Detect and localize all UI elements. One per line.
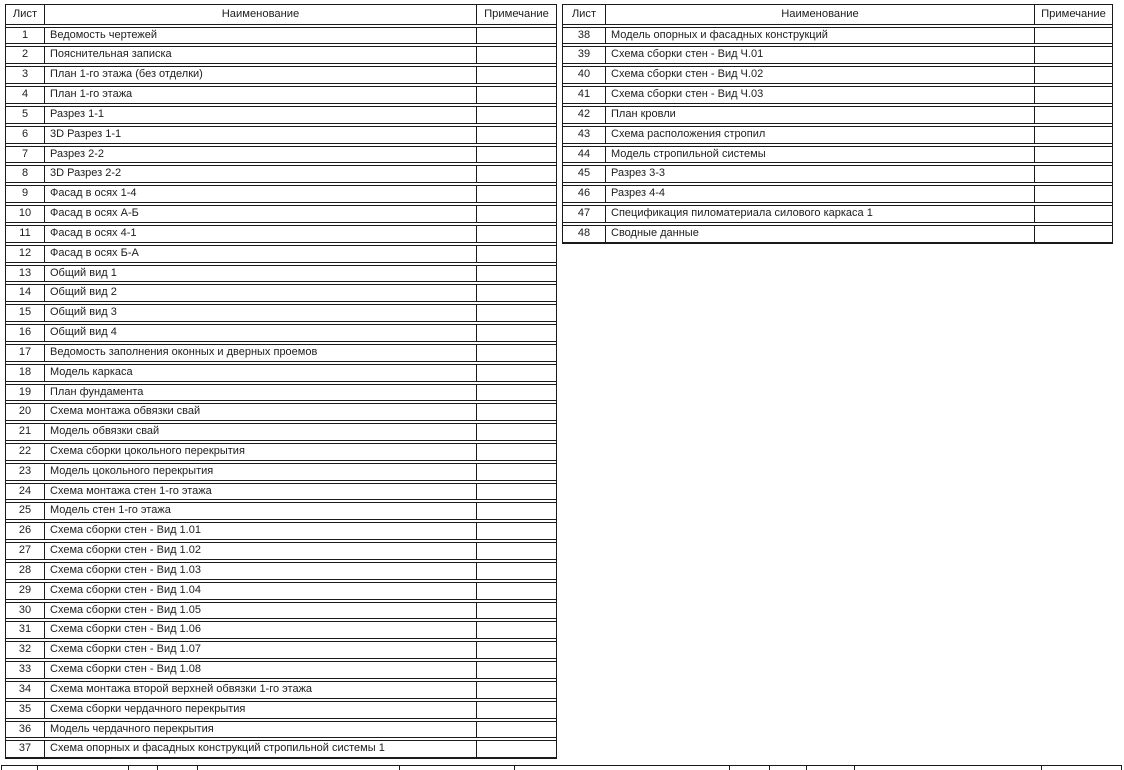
sheet-number-cell: 33 bbox=[6, 662, 45, 678]
note-cell bbox=[477, 305, 556, 321]
note-cell bbox=[477, 127, 556, 143]
sheet-name-cell: Общий вид 4 bbox=[45, 325, 477, 341]
note-cell bbox=[477, 186, 556, 202]
sheet-number-cell: 9 bbox=[6, 186, 45, 202]
sheet-name-cell: Схема сборки стен - Вид 1.07 bbox=[45, 642, 477, 658]
sheet-name-cell: Модель цокольного перекрытия bbox=[45, 464, 477, 480]
column-header-name: Наименование bbox=[606, 5, 1035, 24]
sheet-name-cell: Модель каркаса bbox=[45, 365, 477, 381]
sheet-name-cell: План 1-го этажа bbox=[45, 87, 477, 103]
table-row bbox=[6, 641, 556, 659]
table-row bbox=[563, 66, 1112, 84]
table-row bbox=[563, 126, 1112, 144]
drawing-register-table-left bbox=[5, 4, 557, 759]
note-cell bbox=[1035, 47, 1112, 63]
sheet-number-cell: 45 bbox=[563, 166, 606, 182]
table-row bbox=[6, 463, 556, 481]
sheet-number-cell: 40 bbox=[563, 67, 606, 83]
table-row bbox=[6, 403, 556, 421]
sheet-name-cell: План 1-го этажа (без отделки) bbox=[45, 67, 477, 83]
table-row bbox=[6, 542, 556, 560]
table-body bbox=[6, 27, 556, 759]
table-row bbox=[6, 721, 556, 739]
note-cell bbox=[477, 385, 556, 401]
table-row bbox=[6, 185, 556, 203]
table-row bbox=[6, 384, 556, 402]
sheet-name-cell: 3D Разрез 2-2 bbox=[45, 166, 477, 182]
sheet-name-cell: Фасад в осях Б-А bbox=[45, 246, 477, 262]
note-cell bbox=[477, 543, 556, 559]
note-cell bbox=[1035, 87, 1112, 103]
table-row bbox=[563, 185, 1112, 203]
sheet-number-cell: 15 bbox=[6, 305, 45, 321]
note-cell bbox=[477, 206, 556, 222]
note-cell bbox=[1035, 186, 1112, 202]
sheet-number-cell: 28 bbox=[6, 563, 45, 579]
table-row bbox=[6, 364, 556, 382]
sheet-number-cell: 48 bbox=[563, 226, 606, 242]
note-cell bbox=[477, 444, 556, 460]
sheet-name-cell: Схема сборки стен - Вид 1.01 bbox=[45, 523, 477, 539]
note-cell bbox=[1035, 147, 1112, 163]
sheet-name-cell: Ведомость заполнения оконных и дверных проемов bbox=[45, 345, 477, 361]
note-cell bbox=[477, 583, 556, 599]
sheet-number-cell: 24 bbox=[6, 484, 45, 500]
sheet-number-cell: 17 bbox=[6, 345, 45, 361]
note-cell bbox=[1035, 67, 1112, 83]
sheet-name-cell: Модель стропильной системы bbox=[606, 147, 1035, 163]
note-cell bbox=[477, 503, 556, 519]
table-row bbox=[6, 344, 556, 362]
table-row bbox=[563, 146, 1112, 164]
note-cell bbox=[477, 166, 556, 182]
sheet-number-cell: 14 bbox=[6, 285, 45, 301]
sheet-name-cell: Фасад в осях А-Б bbox=[45, 206, 477, 222]
sheet-number-cell: 6 bbox=[6, 127, 45, 143]
sheet-name-cell: Схема сборки цокольного перекрытия bbox=[45, 444, 477, 460]
note-cell bbox=[477, 603, 556, 619]
sheet-name-cell: Модель опорных и фасадных конструкций bbox=[606, 28, 1035, 44]
sheet-number-cell: 4 bbox=[6, 87, 45, 103]
sheet-number-cell: 7 bbox=[6, 147, 45, 163]
table-row bbox=[6, 502, 556, 520]
sheet-name-cell: План кровли bbox=[606, 107, 1035, 123]
sheet-name-cell: Разрез 1-1 bbox=[45, 107, 477, 123]
note-cell bbox=[477, 285, 556, 301]
sheet-name-cell: Схема сборки стен - Вид 1.02 bbox=[45, 543, 477, 559]
sheet-name-cell: Фасад в осях 4-1 bbox=[45, 226, 477, 242]
note-cell bbox=[477, 47, 556, 63]
table-row bbox=[563, 46, 1112, 64]
sheet-number-cell: 44 bbox=[563, 147, 606, 163]
sheet-name-cell: Схема сборки стен - Вид 1.06 bbox=[45, 622, 477, 638]
sheet-name-cell: Схема сборки стен - Вид Ч.02 bbox=[606, 67, 1035, 83]
sheet-name-cell: Общий вид 2 bbox=[45, 285, 477, 301]
note-cell bbox=[477, 722, 556, 738]
sheet-name-cell: Схема сборки стен - Вид 1.03 bbox=[45, 563, 477, 579]
sheet-name-cell: Ведомость чертежей bbox=[45, 28, 477, 44]
note-cell bbox=[477, 67, 556, 83]
note-cell bbox=[1035, 127, 1112, 143]
sheet-number-cell: 19 bbox=[6, 385, 45, 401]
table-body bbox=[563, 27, 1112, 243]
table-row bbox=[6, 324, 556, 342]
sheet-number-cell: 32 bbox=[6, 642, 45, 658]
note-cell bbox=[477, 702, 556, 718]
note-cell bbox=[477, 147, 556, 163]
sheet-number-cell: 16 bbox=[6, 325, 45, 341]
table-row bbox=[563, 205, 1112, 223]
sheet-number-cell: 39 bbox=[563, 47, 606, 63]
column-header-name: Наименование bbox=[45, 5, 477, 24]
note-cell bbox=[477, 404, 556, 420]
table-row bbox=[563, 106, 1112, 124]
sheet-number-cell: 23 bbox=[6, 464, 45, 480]
note-cell bbox=[1035, 28, 1112, 44]
sheet-name-cell: Разрез 2-2 bbox=[45, 147, 477, 163]
note-cell bbox=[477, 424, 556, 440]
table-row bbox=[6, 265, 556, 283]
note-cell bbox=[1035, 226, 1112, 242]
column-header-note: Примечание bbox=[1041, 8, 1106, 20]
sheet-number-cell: 37 bbox=[6, 741, 45, 757]
sheet-number-cell: 38 bbox=[563, 28, 606, 44]
table-row bbox=[6, 661, 556, 679]
sheet-number-cell: 42 bbox=[563, 107, 606, 123]
sheet-number-cell: 20 bbox=[6, 404, 45, 420]
table-row bbox=[6, 245, 556, 263]
note-cell bbox=[477, 484, 556, 500]
sheet-number-cell: 47 bbox=[563, 206, 606, 222]
sheet-number-cell: 12 bbox=[6, 246, 45, 262]
table-row bbox=[6, 284, 556, 302]
sheet-number-cell: 31 bbox=[6, 622, 45, 638]
table-row bbox=[563, 165, 1112, 183]
note-cell bbox=[477, 28, 556, 44]
table-row bbox=[6, 483, 556, 501]
note-cell bbox=[477, 563, 556, 579]
table-row bbox=[6, 165, 556, 183]
sheet-number-cell: 10 bbox=[6, 206, 45, 222]
table-header-row bbox=[563, 5, 1112, 25]
sheet-number-cell: 25 bbox=[6, 503, 45, 519]
sheet-name-cell: Модель обвязки свай bbox=[45, 424, 477, 440]
sheet-number-cell: 46 bbox=[563, 186, 606, 202]
note-cell bbox=[477, 266, 556, 282]
note-cell bbox=[477, 682, 556, 698]
note-cell bbox=[477, 107, 556, 123]
sheet-name-cell: 3D Разрез 1-1 bbox=[45, 127, 477, 143]
note-cell bbox=[477, 226, 556, 242]
sheet-number-cell: 13 bbox=[6, 266, 45, 282]
sheet-name-cell: Общий вид 1 bbox=[45, 266, 477, 282]
table-row bbox=[6, 602, 556, 620]
sheet-name-cell: Разрез 3-3 bbox=[606, 166, 1035, 182]
table-row bbox=[6, 681, 556, 699]
note-cell bbox=[477, 662, 556, 678]
note-cell bbox=[477, 365, 556, 381]
note-cell bbox=[477, 642, 556, 658]
note-cell bbox=[1035, 166, 1112, 182]
table-row bbox=[6, 106, 556, 124]
note-cell bbox=[477, 246, 556, 262]
sheet-name-cell: Схема сборки стен - Вид 1.05 bbox=[45, 603, 477, 619]
sheet-name-cell: Схема монтажа обвязки свай bbox=[45, 404, 477, 420]
sheet-name-cell: Модель чердачного перекрытия bbox=[45, 722, 477, 738]
sheet-name-cell: Схема сборки стен - Вид 1.04 bbox=[45, 583, 477, 599]
sheet-number-cell: 36 bbox=[6, 722, 45, 738]
sheet-name-cell: Схема сборки стен - Вид Ч.03 bbox=[606, 87, 1035, 103]
table-row bbox=[563, 27, 1112, 45]
note-cell bbox=[477, 87, 556, 103]
sheet-name-cell: Схема монтажа второй верхней обвязки 1-го этажа bbox=[45, 682, 477, 698]
table-row bbox=[6, 423, 556, 441]
sheet-number-cell: 22 bbox=[6, 444, 45, 460]
table-row bbox=[6, 562, 556, 580]
sheet-number-cell: 21 bbox=[6, 424, 45, 440]
column-header-note: Примечание bbox=[484, 8, 549, 20]
table-row bbox=[563, 225, 1112, 243]
table-row bbox=[563, 86, 1112, 104]
sheet-number-cell: 34 bbox=[6, 682, 45, 698]
sheet-name-cell: Схема монтажа стен 1-го этажа bbox=[45, 484, 477, 500]
table-row bbox=[6, 27, 556, 45]
note-cell bbox=[477, 325, 556, 341]
note-cell bbox=[477, 622, 556, 638]
table-row bbox=[6, 126, 556, 144]
note-cell bbox=[477, 741, 556, 757]
sheet-name-cell: Схема опорных и фасадных конструкций стропильной системы 1 bbox=[45, 741, 477, 757]
note-cell bbox=[1035, 107, 1112, 123]
sheet-number-cell: 26 bbox=[6, 523, 45, 539]
table-row bbox=[6, 522, 556, 540]
table-row bbox=[6, 582, 556, 600]
sheet-name-cell: Схема сборки стен - Вид 1.08 bbox=[45, 662, 477, 678]
sheet-name-cell: Фасад в осях 1-4 bbox=[45, 186, 477, 202]
sheet-name-cell: Разрез 4-4 bbox=[606, 186, 1035, 202]
sheet-number-cell: 29 bbox=[6, 583, 45, 599]
note-cell bbox=[477, 345, 556, 361]
sheet-name-cell: Схема сборки чердачного перекрытия bbox=[45, 702, 477, 718]
sheet-name-cell: Модель стен 1-го этажа bbox=[45, 503, 477, 519]
column-header-sheet: Лист bbox=[6, 5, 45, 24]
sheet-number-cell: 8 bbox=[6, 166, 45, 182]
table-header-row bbox=[6, 5, 556, 25]
table-row bbox=[6, 225, 556, 243]
table-row bbox=[6, 740, 556, 758]
sheet-name-cell: Сводные данные bbox=[606, 226, 1035, 242]
drawing-register-table-right bbox=[562, 4, 1113, 244]
table-row bbox=[6, 46, 556, 64]
sheet-number-cell: 2 bbox=[6, 47, 45, 63]
table-row bbox=[6, 146, 556, 164]
sheet-number-cell: 18 bbox=[6, 365, 45, 381]
table-row bbox=[6, 621, 556, 639]
sheet-number-cell: 41 bbox=[563, 87, 606, 103]
sheet-number-cell: 27 bbox=[6, 543, 45, 559]
sheet-name-cell: Общий вид 3 bbox=[45, 305, 477, 321]
sheet-number-cell: 3 bbox=[6, 67, 45, 83]
sheet-number-cell: 11 bbox=[6, 226, 45, 242]
table-row bbox=[6, 701, 556, 719]
table-row bbox=[6, 443, 556, 461]
table-row bbox=[6, 86, 556, 104]
note-cell bbox=[477, 464, 556, 480]
sheet-name-cell: Схема сборки стен - Вид Ч.01 bbox=[606, 47, 1035, 63]
sheet-number-cell: 30 bbox=[6, 603, 45, 619]
column-header-sheet: Лист bbox=[563, 5, 606, 24]
table-row bbox=[6, 205, 556, 223]
sheet-name-cell: Спецификация пиломатериала силового каркаса 1 bbox=[606, 206, 1035, 222]
sheet-name-cell: План фундамента bbox=[45, 385, 477, 401]
table-row bbox=[6, 66, 556, 84]
sheet-name-cell: Схема расположения стропил bbox=[606, 127, 1035, 143]
sheet-number-cell: 5 bbox=[6, 107, 45, 123]
table-row bbox=[6, 304, 556, 322]
sheet-number-cell: 43 bbox=[563, 127, 606, 143]
sheet-number-cell: 1 bbox=[6, 28, 45, 44]
note-cell bbox=[1035, 206, 1112, 222]
note-cell bbox=[477, 523, 556, 539]
sheet-number-cell: 35 bbox=[6, 702, 45, 718]
sheet-name-cell: Пояснительная записка bbox=[45, 47, 477, 63]
